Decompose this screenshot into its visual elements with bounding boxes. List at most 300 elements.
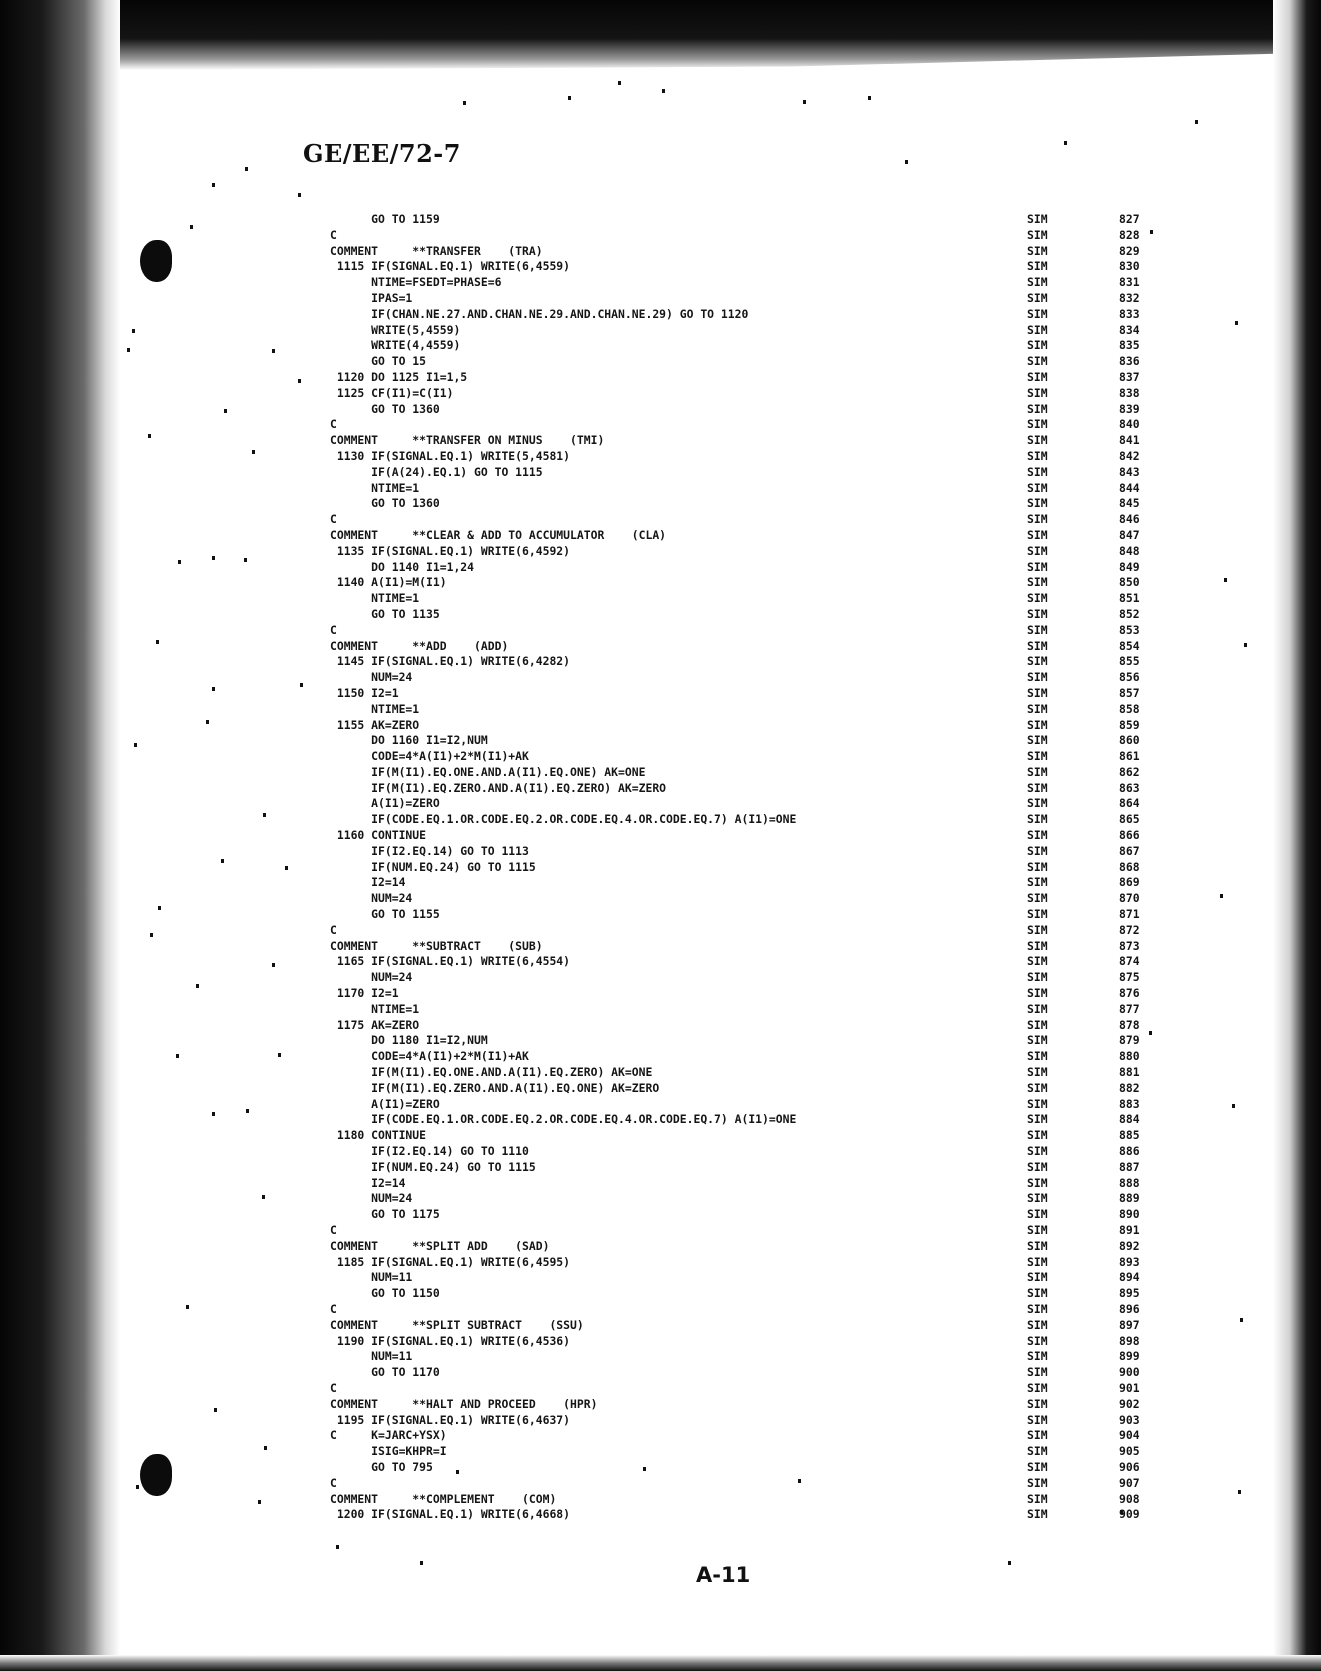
- sequence-number: 876: [1119, 986, 1140, 1001]
- deck-tag: SIM: [1027, 654, 1048, 669]
- scan-speck: [150, 933, 153, 937]
- deck-tag: SIM: [1027, 354, 1048, 369]
- code-text: IF(NUM.EQ.24) GO TO 1115: [330, 1159, 536, 1174]
- code-text: 1165 IF(SIGNAL.EQ.1) WRITE(6,4554): [330, 954, 571, 969]
- sequence-number: 833: [1119, 306, 1140, 321]
- sequence-number: 892: [1119, 1238, 1140, 1253]
- scan-speck: [158, 906, 161, 910]
- code-text: NTIME=1: [330, 1001, 420, 1016]
- code-text: GO TO 1360: [330, 401, 440, 416]
- code-text: 1120 DO 1125 I1=1,5: [330, 369, 468, 384]
- scan-speck: [212, 1112, 215, 1116]
- deck-tag: SIM: [1027, 1049, 1048, 1064]
- sequence-number: 899: [1119, 1349, 1140, 1364]
- deck-tag: SIM: [1027, 828, 1048, 843]
- listing-line: [330, 702, 1150, 718]
- listing-line: [330, 1128, 1150, 1144]
- scan-speck: [298, 379, 301, 383]
- listing-line: [330, 923, 1150, 939]
- deck-tag: SIM: [1027, 970, 1048, 985]
- deck-tag: SIM: [1027, 1001, 1048, 1016]
- scan-speck: [1064, 141, 1067, 145]
- sequence-number: 861: [1119, 749, 1140, 764]
- scan-speck: [214, 1408, 217, 1412]
- deck-tag: SIM: [1027, 954, 1048, 969]
- code-text: A(I1)=ZERO: [330, 1096, 440, 1111]
- sequence-number: 901: [1119, 1380, 1140, 1395]
- code-text: NUM=11: [330, 1349, 413, 1364]
- deck-tag: SIM: [1027, 1207, 1048, 1222]
- scan-speck: [212, 183, 215, 187]
- scan-speck: [298, 193, 301, 197]
- code-text: 1150 I2=1: [330, 685, 399, 700]
- listing-line: [330, 954, 1150, 970]
- listing-line: [330, 244, 1150, 260]
- sequence-number: 865: [1119, 812, 1140, 827]
- listing-line: [330, 338, 1150, 354]
- sequence-number: 907: [1119, 1475, 1140, 1490]
- deck-tag: SIM: [1027, 369, 1048, 384]
- code-text: IF(NUM.EQ.24) GO TO 1115: [330, 859, 536, 874]
- code-text: COMMENT **SPLIT ADD (SAD): [330, 1238, 550, 1253]
- sequence-number: 883: [1119, 1096, 1140, 1111]
- scan-speck: [1240, 1318, 1243, 1322]
- deck-tag: SIM: [1027, 1096, 1048, 1111]
- deck-tag: SIM: [1027, 433, 1048, 448]
- code-text: C: [330, 622, 337, 637]
- listing-line: [330, 275, 1150, 291]
- sequence-number: 857: [1119, 685, 1140, 700]
- deck-tag: SIM: [1027, 480, 1048, 495]
- listing-line: [330, 1223, 1150, 1239]
- scan-speck: [1220, 894, 1223, 898]
- scan-speck: [662, 89, 665, 93]
- deck-tag: SIM: [1027, 464, 1048, 479]
- listing-line: [330, 1302, 1150, 1318]
- deck-tag: SIM: [1027, 907, 1048, 922]
- code-text: GO TO 1170: [330, 1365, 440, 1380]
- listing-line: [330, 1097, 1150, 1113]
- sequence-number: 872: [1119, 922, 1140, 937]
- code-text: NTIME=1: [330, 701, 420, 716]
- code-text: 1140 A(I1)=M(I1): [330, 575, 447, 590]
- sequence-number: 862: [1119, 764, 1140, 779]
- scan-speck: [221, 859, 224, 863]
- code-text: NUM=24: [330, 670, 413, 685]
- sequence-number: 897: [1119, 1317, 1140, 1332]
- code-text: NUM=11: [330, 1270, 413, 1285]
- deck-tag: SIM: [1027, 1491, 1048, 1506]
- deck-tag: SIM: [1027, 1080, 1048, 1095]
- code-text: DO 1180 I1=I2,NUM: [330, 1033, 488, 1048]
- sequence-number: 882: [1119, 1080, 1140, 1095]
- listing-line: [330, 212, 1150, 228]
- sequence-number: 841: [1119, 433, 1140, 448]
- code-text: C: [330, 512, 337, 527]
- deck-tag: SIM: [1027, 306, 1048, 321]
- code-text: GO TO 15: [330, 354, 427, 369]
- listing-line: [330, 1176, 1150, 1192]
- listing-line: [330, 939, 1150, 955]
- listing-line: [330, 591, 1150, 607]
- code-text: NTIME=FSEDT=PHASE=6: [330, 275, 502, 290]
- listing-line: [330, 860, 1150, 876]
- listing-line: [330, 1381, 1150, 1397]
- deck-tag: SIM: [1027, 1380, 1048, 1395]
- scan-speck: [244, 558, 247, 562]
- code-text: WRITE(4,4559): [330, 338, 461, 353]
- code-text: IF(M(I1).EQ.ZERO.AND.A(I1).EQ.ONE) AK=ZERO: [330, 1080, 660, 1095]
- scan-speck: [868, 96, 871, 100]
- deck-tag: SIM: [1027, 986, 1048, 1001]
- scan-speck: [336, 1545, 339, 1549]
- listing-line: [330, 796, 1150, 812]
- code-text: IF(CHAN.NE.27.AND.CHAN.NE.29.AND.CHAN.NE.29) GO TO 1120: [330, 306, 749, 321]
- listing-line: [330, 1286, 1150, 1302]
- scan-speck: [803, 100, 806, 104]
- code-text: C: [330, 1223, 337, 1237]
- code-text: COMMENT **CLEAR & ADD TO ACCUMULATOR (CLA): [330, 527, 667, 542]
- listing-line: [330, 449, 1150, 465]
- document-id: GE/EE/72-7: [303, 139, 461, 168]
- deck-tag: SIM: [1027, 1286, 1048, 1301]
- code-text: 1180 CONTINUE: [330, 1128, 427, 1143]
- scan-speck: [272, 349, 275, 353]
- listing-line: [330, 1397, 1150, 1413]
- code-text: WRITE(5,4559): [330, 322, 461, 337]
- code-text: GO TO 1159: [330, 212, 440, 226]
- sequence-number: 908: [1119, 1491, 1140, 1506]
- code-text: A(I1)=ZERO: [330, 796, 440, 811]
- scan-speck: [1238, 1490, 1241, 1494]
- deck-tag: SIM: [1027, 891, 1048, 906]
- listing-line: [330, 1492, 1150, 1508]
- listing-line: [330, 1270, 1150, 1286]
- scan-speck: [224, 409, 227, 413]
- code-text: NTIME=1: [330, 480, 420, 495]
- code-text: IF(CODE.EQ.1.OR.CODE.EQ.2.OR.CODE.EQ.4.OR.CODE.EQ.7) A(I1)=ONE: [330, 1112, 797, 1127]
- sequence-number: 890: [1119, 1207, 1140, 1222]
- sequence-number: 860: [1119, 733, 1140, 748]
- listing-line: [330, 1160, 1150, 1176]
- scan-speck: [1195, 120, 1198, 124]
- deck-tag: SIM: [1027, 1428, 1048, 1443]
- deck-tag: SIM: [1027, 322, 1048, 337]
- listing-line: [330, 402, 1150, 418]
- deck-tag: SIM: [1027, 512, 1048, 527]
- deck-tag: SIM: [1027, 1444, 1048, 1459]
- scan-speck: [127, 348, 130, 352]
- scan-speck: [252, 450, 255, 454]
- deck-tag: SIM: [1027, 1112, 1048, 1127]
- code-text: DO 1140 I1=1,24: [330, 559, 475, 574]
- sequence-number: 879: [1119, 1033, 1140, 1048]
- listing-line: [330, 986, 1150, 1002]
- code-text: CODE=4*A(I1)+2*M(I1)+AK: [330, 1049, 529, 1064]
- deck-tag: SIM: [1027, 670, 1048, 685]
- binder-hole: [140, 240, 172, 282]
- deck-tag: SIM: [1027, 859, 1048, 874]
- deck-tag: SIM: [1027, 1254, 1048, 1269]
- code-text: C K=JARC+YSX): [330, 1428, 447, 1443]
- code-text: 1195 IF(SIGNAL.EQ.1) WRITE(6,4637): [330, 1412, 571, 1427]
- deck-tag: SIM: [1027, 764, 1048, 779]
- sequence-number: 845: [1119, 496, 1140, 511]
- scan-speck: [148, 434, 151, 438]
- deck-tag: SIM: [1027, 1301, 1048, 1316]
- deck-tag: SIM: [1027, 701, 1048, 716]
- listing-line: [330, 781, 1150, 797]
- sequence-number: 829: [1119, 243, 1140, 258]
- deck-tag: SIM: [1027, 1128, 1048, 1143]
- sequence-number: 868: [1119, 859, 1140, 874]
- scan-speck: [262, 1195, 265, 1199]
- code-text: 1190 IF(SIGNAL.EQ.1) WRITE(6,4536): [330, 1333, 571, 1348]
- listing-line: [330, 528, 1150, 544]
- code-text: CODE=4*A(I1)+2*M(I1)+AK: [330, 749, 529, 764]
- code-text: I2=14: [330, 1175, 406, 1190]
- listing-line: [330, 1033, 1150, 1049]
- code-text: DO 1160 I1=I2,NUM: [330, 733, 488, 748]
- sequence-number: 828: [1119, 227, 1140, 242]
- deck-tag: SIM: [1027, 1396, 1048, 1411]
- deck-tag: SIM: [1027, 1159, 1048, 1174]
- listing-line: [330, 433, 1150, 449]
- sequence-number: 895: [1119, 1286, 1140, 1301]
- scan-speck: [905, 160, 908, 164]
- code-text: 1185 IF(SIGNAL.EQ.1) WRITE(6,4595): [330, 1254, 571, 1269]
- listing-line: [330, 1207, 1150, 1223]
- deck-tag: SIM: [1027, 733, 1048, 748]
- code-text: GO TO 1175: [330, 1207, 440, 1222]
- sequence-number: 831: [1119, 275, 1140, 290]
- sequence-number: 874: [1119, 954, 1140, 969]
- deck-tag: SIM: [1027, 717, 1048, 732]
- code-text: 1200 IF(SIGNAL.EQ.1) WRITE(6,4668): [330, 1507, 571, 1522]
- deck-tag: SIM: [1027, 606, 1048, 621]
- deck-tag: SIM: [1027, 591, 1048, 606]
- code-text: 1125 CF(I1)=C(I1): [330, 385, 454, 400]
- deck-tag: SIM: [1027, 1365, 1048, 1380]
- listing-line: [330, 417, 1150, 433]
- scan-speck: [156, 640, 159, 644]
- listing-line: [330, 1018, 1150, 1034]
- code-text: COMMENT **HALT AND PROCEED (HPR): [330, 1396, 598, 1411]
- deck-tag: SIM: [1027, 938, 1048, 953]
- listing-line: [330, 1507, 1150, 1523]
- sequence-number: 896: [1119, 1301, 1140, 1316]
- listing-line: [330, 1460, 1150, 1476]
- sequence-number: 832: [1119, 290, 1140, 305]
- sequence-number: 898: [1119, 1333, 1140, 1348]
- code-text: ISIG=KHPR=I: [330, 1444, 447, 1459]
- listing-line: [330, 607, 1150, 623]
- deck-tag: SIM: [1027, 1065, 1048, 1080]
- deck-tag: SIM: [1027, 338, 1048, 353]
- listing-line: [330, 765, 1150, 781]
- listing-line: [330, 1081, 1150, 1097]
- listing-line: [330, 670, 1150, 686]
- listing-line: [330, 1112, 1150, 1128]
- code-text: 1155 AK=ZERO: [330, 717, 420, 732]
- deck-tag: SIM: [1027, 1175, 1048, 1190]
- code-text: IPAS=1: [330, 290, 413, 305]
- sequence-number: 886: [1119, 1144, 1140, 1159]
- code-text: IF(I2.EQ.14) GO TO 1113: [330, 843, 529, 858]
- listing-line: [330, 907, 1150, 923]
- deck-tag: SIM: [1027, 275, 1048, 290]
- deck-tag: SIM: [1027, 575, 1048, 590]
- deck-tag: SIM: [1027, 1223, 1048, 1237]
- code-text: NUM=24: [330, 1191, 413, 1206]
- sequence-number: 830: [1119, 259, 1140, 274]
- deck-tag: SIM: [1027, 1507, 1048, 1522]
- code-text: GO TO 795: [330, 1459, 433, 1474]
- scan-speck: [1235, 321, 1238, 325]
- deck-tag: SIM: [1027, 1459, 1048, 1474]
- listing-line: [330, 259, 1150, 275]
- code-text: 1160 CONTINUE: [330, 828, 427, 843]
- code-text: 1170 I2=1: [330, 986, 399, 1001]
- sequence-number: 906: [1119, 1459, 1140, 1474]
- scan-speck: [285, 866, 288, 870]
- scan-speck: [264, 1446, 267, 1450]
- code-text: 1145 IF(SIGNAL.EQ.1) WRITE(6,4282): [330, 654, 571, 669]
- sequence-number: 880: [1119, 1049, 1140, 1064]
- listing-line: [330, 1349, 1150, 1365]
- listing-line: [330, 686, 1150, 702]
- deck-tag: SIM: [1027, 259, 1048, 274]
- listing-line: [330, 623, 1150, 639]
- code-text: C: [330, 922, 337, 937]
- sequence-number: 870: [1119, 891, 1140, 906]
- code-listing: [330, 212, 1150, 1523]
- code-text: COMMENT **ADD (ADD): [330, 638, 509, 653]
- listing-line: [330, 465, 1150, 481]
- binder-hole: [140, 1454, 172, 1496]
- scan-speck: [300, 683, 303, 687]
- code-text: C: [330, 417, 337, 432]
- listing-line: [330, 370, 1150, 386]
- scan-speck: [212, 556, 215, 560]
- listing-line: [330, 733, 1150, 749]
- sequence-number: 835: [1119, 338, 1140, 353]
- sequence-number: 902: [1119, 1396, 1140, 1411]
- scan-border-top: [0, 0, 1321, 70]
- listing-line: [330, 891, 1150, 907]
- deck-tag: SIM: [1027, 448, 1048, 463]
- deck-tag: SIM: [1027, 243, 1048, 258]
- deck-tag: SIM: [1027, 290, 1048, 305]
- deck-tag: SIM: [1027, 922, 1048, 937]
- scan-speck: [134, 743, 137, 747]
- deck-tag: SIM: [1027, 1033, 1048, 1048]
- sequence-number: 850: [1119, 575, 1140, 590]
- sequence-number: 858: [1119, 701, 1140, 716]
- code-text: IF(CODE.EQ.1.OR.CODE.EQ.2.OR.CODE.EQ.4.OR.CODE.EQ.7) A(I1)=ONE: [330, 812, 797, 827]
- sequence-number: 847: [1119, 527, 1140, 542]
- code-text: GO TO 1360: [330, 496, 440, 511]
- code-text: 1175 AK=ZERO: [330, 1017, 420, 1032]
- listing-line: [330, 1002, 1150, 1018]
- sequence-number: 842: [1119, 448, 1140, 463]
- scan-speck: [245, 167, 248, 171]
- code-text: IF(M(I1).EQ.ONE.AND.A(I1).EQ.ONE) AK=ONE: [330, 764, 646, 779]
- code-text: IF(M(I1).EQ.ZERO.AND.A(I1).EQ.ZERO) AK=ZERO: [330, 780, 667, 795]
- listing-line: [330, 1049, 1150, 1065]
- scan-speck: [196, 984, 199, 988]
- sequence-number: 875: [1119, 970, 1140, 985]
- scan-border-left: [0, 0, 120, 1671]
- listing-line: [330, 291, 1150, 307]
- deck-tag: SIM: [1027, 527, 1048, 542]
- scan-border-bottom: [0, 1655, 1321, 1671]
- listing-line: [330, 654, 1150, 670]
- sequence-number: 866: [1119, 828, 1140, 843]
- deck-tag: SIM: [1027, 496, 1048, 511]
- sequence-number: 893: [1119, 1254, 1140, 1269]
- sequence-number: 837: [1119, 369, 1140, 384]
- code-text: NUM=24: [330, 970, 413, 985]
- listing-line: [330, 1428, 1150, 1444]
- sequence-number: 867: [1119, 843, 1140, 858]
- listing-line: [330, 512, 1150, 528]
- sequence-number: 827: [1119, 212, 1140, 226]
- sequence-number: 891: [1119, 1223, 1140, 1237]
- scan-speck: [1232, 1104, 1235, 1108]
- deck-tag: SIM: [1027, 1144, 1048, 1159]
- listing-line: [330, 1476, 1150, 1492]
- listing-line: [330, 496, 1150, 512]
- sequence-number: 851: [1119, 591, 1140, 606]
- deck-tag: SIM: [1027, 1333, 1048, 1348]
- sequence-number: 881: [1119, 1065, 1140, 1080]
- listing-line: [330, 575, 1150, 591]
- sequence-number: 909: [1119, 1507, 1140, 1522]
- listing-line: [330, 639, 1150, 655]
- deck-tag: SIM: [1027, 417, 1048, 432]
- scan-speck: [263, 813, 266, 817]
- code-text: COMMENT **TRANSFER ON MINUS (TMI): [330, 433, 605, 448]
- sequence-number: 864: [1119, 796, 1140, 811]
- sequence-number: 887: [1119, 1159, 1140, 1174]
- listing-line: [330, 1413, 1150, 1429]
- sequence-number: 863: [1119, 780, 1140, 795]
- sequence-number: 846: [1119, 512, 1140, 527]
- sequence-number: 854: [1119, 638, 1140, 653]
- scan-speck: [568, 96, 571, 100]
- scan-speck: [463, 101, 466, 105]
- scan-speck: [206, 720, 209, 724]
- listing-line: [330, 1144, 1150, 1160]
- sequence-number: 844: [1119, 480, 1140, 495]
- sequence-number: 855: [1119, 654, 1140, 669]
- sequence-number: 903: [1119, 1412, 1140, 1427]
- scan-speck: [1244, 643, 1247, 647]
- page-number: A-11: [696, 1563, 751, 1587]
- deck-tag: SIM: [1027, 385, 1048, 400]
- code-text: COMMENT **SPLIT SUBTRACT (SSU): [330, 1317, 584, 1332]
- listing-line: [330, 749, 1150, 765]
- sequence-number: 900: [1119, 1365, 1140, 1380]
- scan-speck: [1150, 230, 1153, 234]
- scan-speck: [212, 687, 215, 691]
- deck-tag: SIM: [1027, 796, 1048, 811]
- code-text: C: [330, 227, 337, 242]
- code-text: GO TO 1150: [330, 1286, 440, 1301]
- deck-tag: SIM: [1027, 1017, 1048, 1032]
- sequence-number: 859: [1119, 717, 1140, 732]
